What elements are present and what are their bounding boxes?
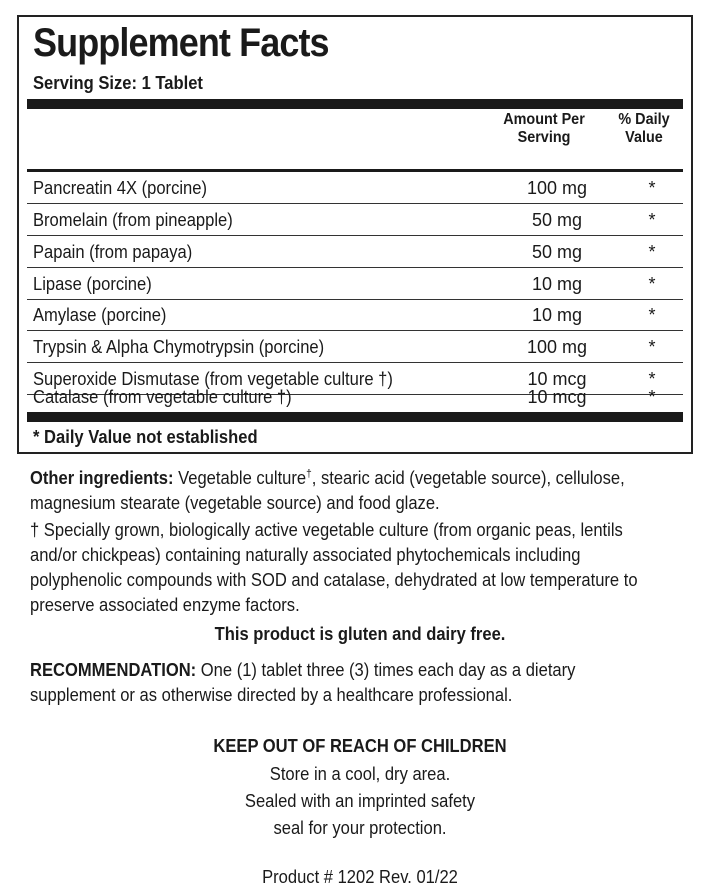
ingredient-dv: * xyxy=(648,178,656,198)
recommendation-label: RECOMMENDATION: xyxy=(30,660,197,680)
serving-size: Serving Size: 1 Tablet xyxy=(33,73,203,93)
other-ingredients-label: Other ingredients: xyxy=(30,468,174,488)
ingredient-dv: * xyxy=(648,242,656,262)
ingredient-amount: 10 mcg xyxy=(527,387,587,407)
ingredient-amount: 50 mg xyxy=(531,210,583,230)
table-row xyxy=(27,204,683,236)
daily-value-header xyxy=(608,111,680,147)
table-row xyxy=(27,381,683,412)
product-number: Product # 1202 Rev. 01/22 xyxy=(262,867,458,887)
table-row xyxy=(27,236,683,268)
ingredient-amount: 10 mg xyxy=(531,305,583,325)
ingredient-dv: * xyxy=(648,337,656,357)
daily-value-footnote: * Daily Value not established xyxy=(33,427,258,447)
warning-title: KEEP OUT OF REACH OF CHILDREN xyxy=(213,736,507,756)
seal-line-1: Sealed with an imprinted safety xyxy=(244,791,476,811)
table-row xyxy=(27,299,683,331)
divider-thick-bottom xyxy=(27,412,683,422)
amount-per-serving-header xyxy=(495,111,594,147)
dagger-note-line: and/or chickpeas) containing naturally associated phytochemicals including xyxy=(30,545,581,565)
divider-thick-top xyxy=(27,99,683,109)
other-ingredients-line-1 xyxy=(30,462,692,491)
ingredient-name: Trypsin & Alpha Chymotrypsin (porcine) xyxy=(33,337,325,357)
recommendation-line-1 xyxy=(30,658,692,683)
dagger-note-line: polyphenolic compounds with SOD and catalase, dehydrated at low temperature to xyxy=(30,570,638,590)
recommendation-line-2: supplement or as otherwise directed by a healthcare professional. xyxy=(30,685,513,705)
amount-header-line-2: Serving xyxy=(517,129,571,146)
panel-title: Supplement Facts xyxy=(33,21,329,65)
other-ingredients-text-2: , stearic acid (vegetable source), cellulose, xyxy=(311,468,625,488)
dv-header-line-1: % Daily xyxy=(618,111,670,128)
dagger-note-line: † Specially grown, biologically active vegetable culture (from organic peas, lentils xyxy=(30,520,623,540)
supplement-facts-panel xyxy=(17,15,693,454)
ingredient-name: Catalase (from vegetable culture †) xyxy=(33,387,292,407)
ingredient-name: Bromelain (from pineapple) xyxy=(33,210,233,230)
ingredient-dv: * xyxy=(648,369,656,389)
table-row xyxy=(27,268,683,300)
amount-header-line-1: Amount Per xyxy=(503,111,585,128)
recommendation-text: One (1) tablet three (3) times each day as a dietary xyxy=(196,660,576,680)
ingredient-dv: * xyxy=(648,210,656,230)
ingredient-amount: 100 mg xyxy=(526,178,588,198)
ingredient-dv: * xyxy=(648,387,656,407)
other-ingredients-text-1: Vegetable culture xyxy=(173,468,307,488)
dagger-mark: † xyxy=(306,468,312,480)
ingredient-name: Lipase (porcine) xyxy=(33,274,152,294)
dagger-note xyxy=(30,518,692,618)
ingredient-dv: * xyxy=(648,305,656,325)
other-ingredients xyxy=(30,462,692,516)
ingredient-amount: 50 mg xyxy=(531,242,583,262)
recommendation xyxy=(30,658,692,708)
storage-line: Store in a cool, dry area. xyxy=(269,764,451,784)
gluten-dairy-statement: This product is gluten and dairy free. xyxy=(214,624,506,644)
ingredient-name: Pancreatin 4X (porcine) xyxy=(33,178,207,198)
other-ingredients-line-2: magnesium stearate (vegetable source) and food glaze. xyxy=(30,493,440,513)
ingredient-name: Amylase (porcine) xyxy=(33,305,167,325)
ingredient-amount: 10 mcg xyxy=(527,369,587,389)
ingredient-dv: * xyxy=(648,274,656,294)
ingredient-amount: 10 mg xyxy=(531,274,583,294)
dv-header-line-2: Value xyxy=(625,129,663,146)
table-row xyxy=(27,172,683,204)
ingredient-name: Superoxide Dismutase (from vegetable culture †) xyxy=(33,369,393,389)
ingredient-name: Papain (from papaya) xyxy=(33,242,193,262)
ingredient-amount: 100 mg xyxy=(526,337,588,357)
seal-line-2: seal for your protection. xyxy=(273,818,447,838)
table-row xyxy=(27,331,683,363)
dagger-note-line: preserve associated enzyme factors. xyxy=(30,595,300,615)
